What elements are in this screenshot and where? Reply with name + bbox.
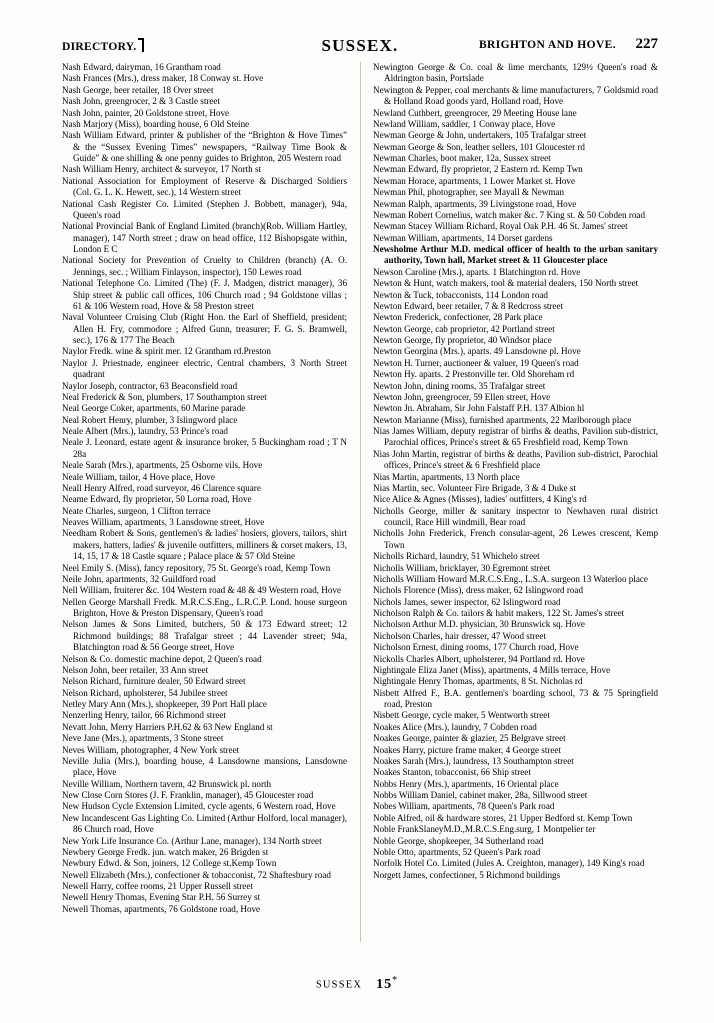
directory-entry: Neel Emily S. (Miss), fancy repository, 75 St. George's road, Kemp Town	[62, 562, 331, 573]
directory-entry: Neville Julia (Mrs.), boarding house, 4 Lansdowne mansions, Lansdowne place, Hove	[62, 755, 347, 778]
directory-entry: Nelson James & Sons Limited, butchers, 50 & 173 Edward street; 12 Richmond buildings; 88 Trafalgar street ; 44 Lavender street; 94a, Blatchington road & 56 George street, Hove	[62, 619, 347, 653]
directory-entry: Nightingale Henry Thomas, apartments, 8 St. Nicholas rd	[373, 676, 583, 687]
footer-signature	[0, 975, 714, 993]
directory-entry: Newman Ralph, apartments, 39 Livingstone road, Hove	[373, 198, 577, 209]
directory-entry: Newton Edward, beer retailer, 7 & 8 Redcross street	[373, 300, 564, 311]
directory-entry: Neal George Coker, apartments, 60 Marine parade	[62, 403, 246, 414]
directory-entry: Nash Marjory (Miss), boarding house, 6 Old Steine	[62, 118, 250, 129]
directory-entry: Newell Elizabeth (Mrs.), confectioner & tobacconist, 72 Shaftesbury road	[62, 869, 331, 880]
directory-entry: Nicholson Charles, hair dresser, 47 Wood street	[373, 630, 546, 641]
directory-entry: Nelson John, beer retailer, 33 Ann street	[62, 664, 209, 675]
directory-entry: Newton John, greengrocer, 59 Ellen street, Hove	[373, 391, 551, 402]
directory-entry: Norfolk Hotel Co. Limited (Jules A. Creighton, manager), 149 King's road	[373, 858, 645, 869]
directory-entry: National Provincial Bank of England Limited (branch)(Rob. William Hartley, manager), 147 North street ; draw on head office, 112 Bishopsgate within, London E C	[62, 221, 347, 254]
directory-entry: Nicholson Ralph & Co. tailors & habit makers, 122 St. James's street	[373, 608, 625, 618]
directory-entry: Nias John Martin, registrar of births & deaths, Pavilion sub-district, Parochial offices, Prince's street & 6 Freshfield place	[373, 448, 658, 471]
running-head	[62, 36, 658, 58]
directory-entry: Newman Charles, boot maker, 12a, Sussex street	[373, 153, 551, 163]
directory-entry: Nichols James, sewer inspector, 62 Islingword road	[373, 596, 561, 607]
directory-entry: Nicholls William Howard M.R.C.S.Eng., L.S.A. surgeon 13 Waterloo place	[373, 573, 648, 584]
directory-entry: Newton & Tuck, tobacconists, 114 London road	[373, 289, 548, 300]
directory-entry: Newman Edward, fly proprietor, 2 Eastern rd. Kemp Twn	[373, 164, 583, 175]
directory-entry: National Cash Register Co. Limited (Stephen J. Bobbett, manager), 94a, Queen's road	[62, 198, 347, 220]
directory-entry: Nicholls George, miller & sanitary inspector to Newhaven rural district council, Race Hill windmill, Bear road	[373, 505, 658, 527]
directory-entry: Nevatt John, Merry Harriers P.H.62 & 63 New England st	[62, 721, 273, 732]
directory-entry: Netley Mary Ann (Mrs.), shopkeeper, 39 Port Hall place	[62, 699, 267, 709]
directory-entry: Naylor Fredk. wine & spirit mer. 12 Grantham rd.Preston	[62, 346, 271, 357]
directory-entry: Nicholls Richard, laundry, 51 Whichelo street	[373, 551, 540, 562]
directory-entry: National Telephone Co. Limited (The) (F. J. Madgen, district manager), 36 Ship street & public call offices, 106 Church road ; 94 Goldstone villas ; 61 & 106 Western road, Hove & 58 Preston street	[62, 278, 347, 311]
directory-entry: Nichols Florence (Miss), dress maker, 62 Islingword road	[373, 585, 584, 596]
directory-entry: Noakes Alice (Mrs.), laundry, 7 Cobden road	[373, 721, 537, 732]
directory-entry: Noakes Stanton, tobacconist, 66 Ship street	[373, 767, 531, 778]
directory-entry: Nash Frances (Mrs.), dress maker, 18 Conway st. Hove	[62, 73, 264, 84]
directory-entry: Nash Edward, dairyman, 16 Grantham road	[62, 62, 221, 72]
directory-entry: Nickolls Charles Albert, upholsterer, 94 Portland rd. Hove	[373, 653, 585, 664]
directory-entry: Neville William, Northern tavern, 42 Brunswick pl. north	[62, 778, 272, 789]
directory-entry: New Hudson Cycle Extension Limited, cycle agents, 6 Western road, Hove	[62, 801, 336, 812]
directory-entry: Newton Frederick, confectioner, 28 Park place	[373, 312, 543, 323]
directory-entry: Newton George, cab proprietor, 42 Portland street	[373, 323, 555, 334]
directory-entry: Newson Caroline (Mrs.), aparts. 1 Blatchington rd. Hove	[373, 266, 581, 277]
directory-entry: Newton Georgina (Mrs.), aparts. 49 Lansdowne pl. Hove	[373, 346, 581, 357]
directory-entry: Nell William, fruiterer &c. 104 Western road & 48 & 49 Western road, Hove	[62, 585, 341, 596]
column-divider-rule	[360, 62, 361, 942]
directory-entry: Nelson & Co. domestic machine depot, 2 Queen's road	[62, 653, 262, 664]
directory-entry: Newell Harry, coffee rooms, 21 Upper Russell street	[62, 881, 253, 891]
directory-entry: Newman Stacey William Richard, Royal Oak P.H. 46 St. James' street	[373, 221, 628, 232]
directory-entry: Nash John, greengrocer, 2 & 3 Castle street	[62, 96, 220, 107]
directory-entry: Newington & Pepper, coal merchants & lime manufacturers, 7 Goldsmid road & Holland Road goods yard, Holland road, Hove	[373, 84, 658, 107]
directory-entry: Neale Albert (Mrs.), laundry, 53 Prince's road	[62, 426, 228, 436]
directory-entry: Newton John, dining rooms, 35 Trafalgar street	[373, 380, 546, 391]
directory-entry: Noakes Harry, picture frame maker, 4 George street	[373, 744, 561, 755]
signature-word: SUSSEX	[315, 980, 363, 991]
directory-entry: Newbury Edwd. & Son, joiners, 12 College st.Kemp Town	[62, 858, 277, 869]
directory-entry: New Close Corn Stores (J. F. Franklin, manager), 45 Gloucester road	[62, 790, 314, 800]
directory-entry: Nicholls William, bricklayer, 30 Egremont street	[373, 562, 551, 573]
signature-number: 15	[376, 977, 393, 992]
directory-entry: Nenzerling Henry, tailor, 66 Richmond street	[62, 710, 226, 721]
directory-entry: Newton & Hunt, watch makers, tool & material dealers, 150 North street	[373, 278, 639, 289]
directory-entry: Newell Thomas, apartments, 76 Goldstone road, Hove	[62, 903, 261, 914]
running-head-left-label: DIRECTORY.	[62, 41, 137, 53]
directory-entry: Newell Henry Thomas, Evening Star P.H. 56 Surrey st	[62, 892, 261, 903]
running-head-right-label: BRIGHTON AND HOVE.	[478, 39, 616, 51]
directory-entry: Neaves William, apartments, 3 Lansdowne street, Hove	[62, 517, 265, 527]
directory-entry: Neale William, tailor, 4 Hove place, Hove	[62, 471, 215, 482]
directory-entry: Nicholson Ernest, dining rooms, 177 Church road, Hove	[373, 642, 579, 653]
directory-entry: Nobbs William Daniel, cabinet maker, 28a, Sillwood street	[373, 790, 588, 800]
directory-entry: Nicholls John Frederick, French consular-agent, 26 Lewes crescent, Kemp Town	[373, 528, 658, 550]
directory-entry: Needham Robert & Sons, gentlemen's & ladies' hosiers, glovers, tailors, shirt makers, hatters, ladies' & juvenile outfitters, milliners & corset makers, 13, 14, 15, 17 & 18 Castle square ; Palace place & 57 Old Steine	[62, 528, 347, 562]
directory-columns	[62, 62, 658, 942]
directory-entry: National Association for Employment of Reserve & Discharged Soldiers (Col. G. L. K. Hewett, sec.), 14 Western street	[62, 175, 347, 198]
directory-entry: Neves William, photographer, 4 New York street	[62, 744, 240, 755]
directory-entry: Newland William, saddler, 1 Conway place, Hove	[373, 118, 556, 129]
signature-mark: *	[392, 975, 399, 987]
directory-entry: Nash George, beer retailer, 18 Over street	[62, 84, 214, 95]
directory-entry: Nelson Richard, upholsterer, 54 Jubilee street	[62, 687, 228, 698]
directory-entry: Nobbs Henry (Mrs.), apartments, 16 Oriental place	[373, 778, 559, 789]
directory-entry: New York Life Insurance Co. (Arthur Lane, manager), 134 North street	[62, 835, 322, 846]
directory-entry: Nellen George Marshall Fredk. M.R.C.S.Eng., L.R.C.P. Lond. house surgeon Brighton, Hove & Preston Dispensary, Queen's road	[62, 596, 347, 618]
directory-entry: Newton George, fly proprietor, 40 Windsor place	[373, 335, 552, 345]
directory-entry: Nelson Richard, furniture dealer, 50 Edward street	[62, 676, 246, 687]
directory-entry: Naylor Joseph, contractor, 63 Beaconsfield road	[62, 380, 238, 391]
directory-entry: Neate Charles, surgeon, 1 Clifton terrace	[62, 505, 211, 516]
directory-entry: Newton Marianne (Miss), furnished apartments, 22 Marlborough place	[373, 414, 632, 425]
directory-entry: Noakes Sarah (Mrs.), laundress, 13 Southampton street	[373, 755, 574, 766]
directory-entry: Newton Hy. aparts. 2 Prestonville ter. Old Shoreham rd	[373, 369, 575, 380]
directory-entry: Neame Edward, fly proprietor, 50 Lorna road, Hove	[62, 494, 252, 505]
directory-entry: Newbery George Fredk. jun. watch maker, 26 Brigden st	[62, 846, 269, 857]
directory-entry: Nightingale Eliza Janet (Miss), apartments, 4 Mills terrace, Hove	[373, 664, 611, 675]
directory-entry: Nash John, painter, 20 Goldstone street, Hove	[62, 107, 230, 118]
directory-column-left	[62, 62, 347, 915]
directory-entry: Nisbett Alfred F., B.A. gentlemen's boarding school, 73 & 75 Springfield road, Preston	[373, 687, 658, 709]
directory-entry: Noble Alfred, oil & hardware stores, 21 Upper Bedford st. Kemp Town	[373, 812, 633, 823]
directory-entry: Newland Cuthbert, greengrocer, 29 Meeting House lane	[373, 107, 577, 118]
directory-entry: Nash William Henry, architect & surveyor, 17 North st	[62, 164, 262, 175]
directory-entry: Nobes William, apartments, 78 Queen's Park road	[373, 801, 555, 812]
directory-entry: New Incandescent Gas Lighting Co. Limited (Arthur Holford, local manager), 86 Church road, Hove	[62, 812, 347, 835]
directory-entry: Nias Martin, sec. Volunteer Fire Brigade, 3 & 4 Duke st	[373, 482, 576, 493]
directory-entry: Newton Jn. Abraham, Sir John Falstaff P.H. 137 Albion hl	[373, 403, 585, 414]
directory-entry: Newman William, apartments, 14 Dorset gardens	[373, 232, 553, 243]
directory-entry: Neve Jane (Mrs.), apartments, 3 Stone street	[62, 733, 224, 744]
directory-entry: Nias Martin, apartments, 13 North place	[373, 471, 520, 482]
directory-entry: Nice Alice & Agnes (Misses), ladies' outfitters, 4 King's rd	[373, 494, 587, 505]
directory-entry: Newman Phil, photographer, see Mayall & Newman	[373, 187, 565, 198]
directory-entry: Newman Horace, apartments, 1 Lower Market st. Hove	[373, 175, 576, 186]
directory-entry: Neall Henry Alfred, road surveyor, 46 Clarence square	[62, 482, 261, 493]
directory-entry: Noble FrankSlaneyM.D.,M.R.C.S.Eng.surg, 1 Montpelier ter	[373, 824, 596, 835]
directory-entry: Newington George & Co. coal & lime merchants, 129½ Queen's road & Aldrington basin, Portslade	[373, 62, 658, 84]
directory-entry: Naylor J. Priestnade, engineer electric, Central chambers, 3 North Street quadrant	[62, 357, 347, 380]
directory-entry: Neile John, apartments, 32 Guildford road	[62, 573, 216, 584]
directory-entry: Naval Volunteer Cruising Club (Right Hon. the Earl of Sheffield, president; Allen H. Fry, commodore ; Alfred Gunn, treasurer; F. G. S. Bramwell, sec.), 176 & 177 The Beach	[62, 312, 347, 345]
directory-entry: National Society for Prevention of Cruelty to Children (branch) (A. O. Jennings, sec. ; William Finlayson, inspector), 150 Lewes road	[62, 255, 347, 277]
directory-entry: Neal Frederick & Son, plumbers, 17 Southampton street	[62, 391, 267, 402]
page-title: SUSSEX.	[321, 36, 399, 55]
directory-entry: Noble George, shopkeeper, 34 Sutherland road	[373, 835, 544, 846]
directory-entry: Nisbett George, cycle maker, 5 Wentworth street	[373, 710, 550, 721]
page-number: 227	[635, 36, 658, 52]
directory-entry: Nash William Edward, printer & publisher of the “Brighton & Hove Times” & the “Sussex Evening Times” newspapers, “Railway Time Book & Guide” & one shilling & one penny guides to Brighton, 205 Western road	[62, 130, 347, 163]
directory-entry: Nias James William, deputy registrar of births & deaths, Pavilion sub-district, Parochial offices, Prince's street & 65 Freshfield road, Kemp Town	[373, 426, 658, 448]
directory-entry: Norgett James, confectioner, 5 Richmond buildings	[373, 869, 561, 880]
directory-entry: Newton H. Turner, auctioneer & valuer, 19 Queen's road	[373, 357, 579, 368]
directory-column-right	[373, 62, 658, 881]
directory-entry: Newsholme Arthur M.D. medical officer of health to the urban sanitary authority, Town hall, Market street & 11 Gloucester place	[373, 244, 658, 266]
directory-entry: Newman George & Son, leather sellers, 101 Gloucester rd	[373, 141, 585, 152]
directory-entry: Noakes George, painter & glazier, 25 Belgrave street	[373, 733, 566, 744]
directory-entry: Neale Sarah (Mrs.), apartments, 25 Osborne vils. Hove	[62, 460, 263, 471]
directory-entry: Newman Robert Cornelius, watch maker &c. 7 King st. & 50 Cobden road	[373, 209, 645, 220]
directory-entry: Newman George & John, undertakers, 105 Trafalgar street	[373, 130, 587, 141]
directory-entry: Neale J. Leonard, estate agent & insurance broker, 5 Buckingham road ; T N 28a	[62, 437, 347, 459]
directory-entry: Nicholson Arthur M.D. physician, 30 Brunswick sq. Hove	[373, 619, 585, 630]
directory-entry: Neal Robert Henry, plumber, 3 Islingword place	[62, 414, 238, 425]
directory-entry: Noble Otto, apartments, 52 Queen's Park road	[373, 846, 541, 857]
